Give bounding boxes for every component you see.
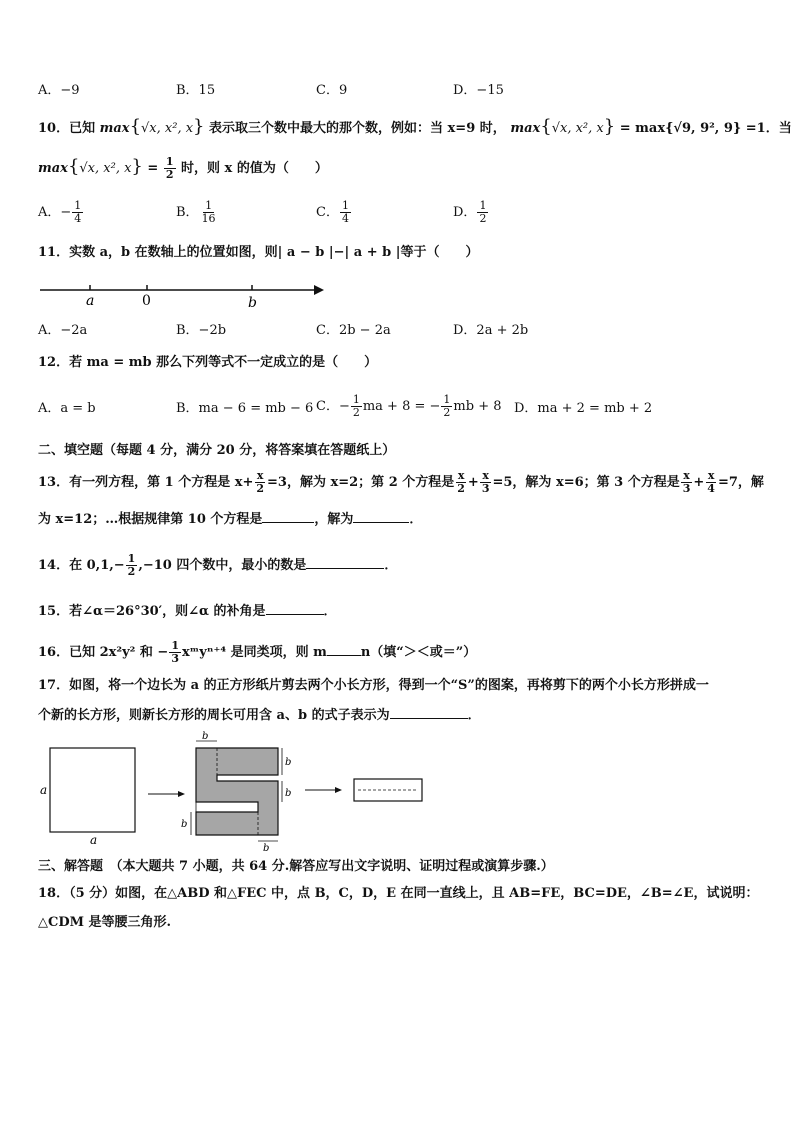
q11-option-c: C．2b − 2a [316, 323, 391, 338]
q10-example: = max{√9, 9², 9} =1．当 [619, 121, 792, 136]
q10-set: √x, x², x [141, 121, 194, 136]
q10-question: 时，则 x 的值为（ ） [181, 161, 328, 176]
q14-line: 14．在 0,1,− $\frac{1}{2}$ ,−10 四个数中，最小的数是 ． [38, 552, 398, 578]
q10-max-label: max [99, 121, 130, 136]
q9-option-a: A．−9 [38, 83, 80, 98]
q17-line-2: 个新的长方形，则新长方形的周长可用含 a、b 的式子表示为 ． [38, 708, 481, 723]
q11-option-b: B．−2b [176, 323, 227, 338]
square-side-label-bottom: a [90, 833, 98, 847]
q9-option-b: B．15 [176, 83, 216, 98]
q17-blank[interactable] [390, 706, 468, 719]
b-label-left: b [181, 819, 188, 830]
q16-line: 16．已知 2x²y² 和 − $\frac{1}{3}$ xᵐyⁿ⁺⁴ 是同类项，则 m n（填“＞＜或＝”） [38, 639, 477, 665]
square-shape [50, 748, 135, 832]
q12-option-b: B．ma − 6 = mb − 6 [176, 401, 314, 416]
b-label-right-1: b [285, 757, 292, 768]
q10-line-1: 10．已知 max{√x, x², x} 表示取三个数中最大的那个数，例如：当 x=9 时， max{√x, x², x} = max{√9, 9², 9} =1．当 [38, 116, 792, 137]
q11-stem: 11．实数 a，b 在数轴上的位置如图，则| a − b |−| a + b |等于（ ） [38, 245, 479, 260]
q13-blank-2[interactable] [353, 510, 409, 523]
q13-line-1: 13．有一列方程，第 1 个方程是 x+ $\frac{x}{2}$ =3，解为 x=2；第 2 个方程是 $\frac{x}{2}$ + $\frac{x}{3}$ =5，解为 x=6；第 3 个方程是 $\frac{x}{3}$ + $\frac{x}{4}$ =7，解 [38, 469, 764, 495]
q17-figure [30, 728, 450, 856]
q10-option-d: D． $\frac{1}{2}$ [453, 199, 487, 225]
q10-set-3: √x, x², x [79, 161, 132, 176]
b-label-right-2: b [285, 788, 292, 799]
q11-option-d: D．2a + 2b [453, 323, 529, 338]
q10-option-c: C． $\frac{1}{4}$ [316, 199, 349, 225]
label-a: a [86, 293, 95, 309]
section-2-heading: 二、填空题（每题 4 分，满分 20 分，将答案填在答题纸上） [38, 443, 396, 458]
arrow-1-icon [178, 791, 185, 797]
s-shape [196, 748, 278, 835]
q10-description: 表示取三个数中最大的那个数，例如：当 x=9 时， [209, 121, 506, 136]
q10-max-label-3: max [38, 161, 68, 176]
q13-blank-1[interactable] [262, 510, 314, 523]
q12-stem: 12．若 ma = mb 那么下列等式不一定成立的是（ ） [38, 355, 378, 370]
q12-option-a: A．a = b [38, 401, 96, 416]
b-label-top: b [202, 731, 209, 742]
q13-line-2: 为 x=12；…根据规律第 10 个方程是 ，解为 ． [38, 512, 423, 527]
q17-line-1: 17．如图，将一个边长为 a 的正方形纸片剪去两个小长方形，得到一个“S”的图案，再将剪下的两个小长方形拼成一 [38, 678, 709, 693]
q12-option-d: D．ma + 2 = mb + 2 [514, 401, 653, 416]
q9-option-c: C．9 [316, 83, 348, 98]
section-3-heading: 三、解答题 （本大题共 7 小题，共 64 分.解答应写出文字说明、证明过程或演算步骤.） [38, 859, 554, 874]
label-b: b [248, 295, 257, 310]
q10-half-fraction: $\frac{1}{2}$ [165, 155, 174, 181]
q10-max-label-2: max [510, 121, 541, 136]
arrow-2-icon [335, 787, 342, 793]
q10-set-2: √x, x², x [551, 121, 604, 136]
q10-prefix: 10．已知 [38, 121, 96, 136]
q10-line-2: max{√x, x², x} = $\frac{1}{2}$ 时，则 x 的值为（ ） [38, 155, 328, 181]
q10-option-a: A．− $\frac{1}{4}$ [38, 199, 82, 225]
q18-line-2: △CDM 是等腰三角形. [38, 915, 172, 930]
b-label-bottom: b [263, 843, 270, 854]
q15-blank[interactable] [266, 602, 324, 615]
q9-option-d: D．−15 [453, 83, 504, 98]
label-0: 0 [142, 293, 151, 309]
q11-number-line [36, 280, 336, 310]
q18-line-1: 18．（5 分）如图，在△ABD 和△FEC 中，点 B，C，D，E 在同一直线上，且 AB=FE，BC=DE，∠B=∠E，试说明： [38, 886, 759, 901]
q12-option-c: C．− $\frac{1}{2}$ ma + 8 = − $\frac{1}{2}$ mb + 8 [316, 393, 502, 419]
q10-equals: = [147, 161, 159, 176]
q10-option-b: B． $\frac{1}{16}$ [176, 199, 216, 225]
q11-option-a: A．−2a [38, 323, 88, 338]
q14-blank[interactable] [306, 556, 384, 569]
number-line-arrow-icon [314, 285, 324, 295]
q16-blank[interactable] [327, 643, 361, 656]
square-side-label-left: a [40, 783, 48, 797]
q15-line: 15．若∠α＝26°30′，则∠α 的补角是 ． [38, 604, 337, 619]
